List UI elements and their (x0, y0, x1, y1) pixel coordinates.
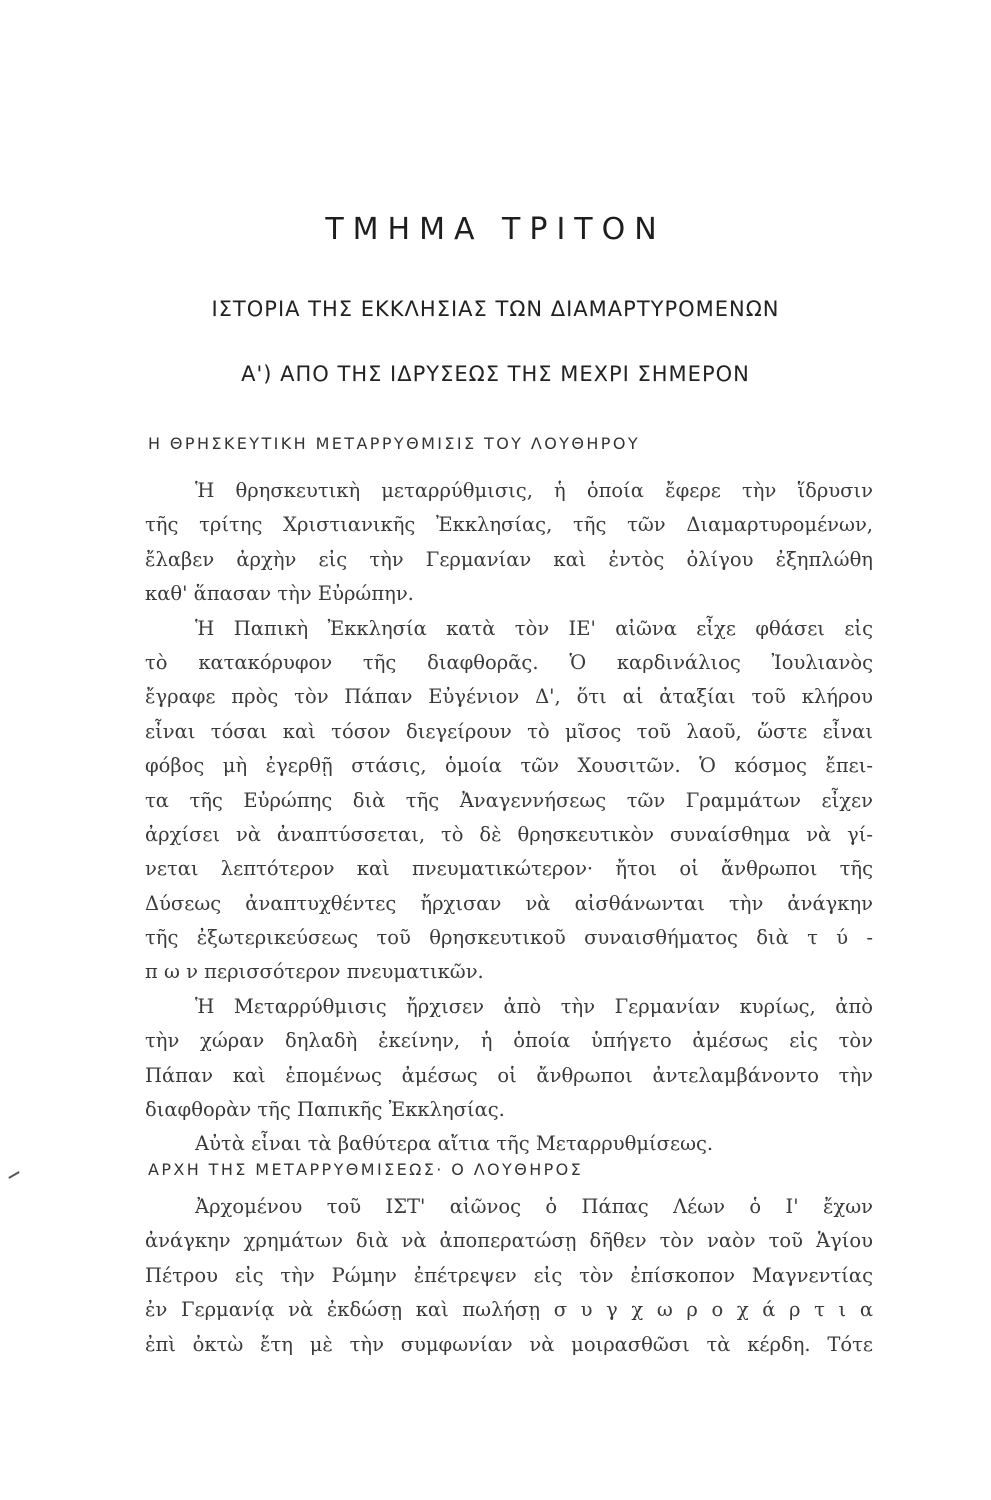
text-line: τῆς ἐξωτερικεύσεως τοῦ θρησκευτικοῦ συναισθήματος διὰ τ ύ - (145, 926, 873, 950)
section-heading-luther: ΑΡΧΗ ΤΗΣ ΜΕΤΑΡΡΥΘΜΙΣΕΩΣ· Ο ΛΟΥΘΗΡΟΣ (148, 1160, 584, 1179)
text-line: Ἡ Μεταρρύθμισις ἤρχισεν ἀπὸ τὴν Γερμανίαν κυρίως, ἀπὸ (195, 994, 873, 1018)
text-line: ἔλαβεν ἀρχὴν εἰς τὴν Γερμανίαν καὶ ἐντὸς ὀλίγου ἐξηπλώθη (145, 547, 873, 571)
text-line: φόβος μὴ ἐγερθῇ στάσις, ὁμοία τῶν Χουσιτῶν. Ὁ κόσμος ἔπει- (145, 754, 873, 778)
text-line: π ω ν περισσότερον πνευματικῶν. (145, 960, 484, 984)
text-line: Ἡ Παπικὴ Ἐκκλησία κατὰ τὸν ΙΕ' αἰῶνα εἶχε φθάσει εἰς (195, 616, 873, 640)
text-line: ἀνάγκην χρημάτων διὰ νὰ ἀποπερατώσῃ δῆθεν τὸν ναὸν τοῦ Ἁγίου (145, 1229, 873, 1253)
text-line: ἐν Γερμανίᾳ νὰ ἐκδώσῃ καὶ πωλήσῃ σ υ γ χ ω ρ ο χ ά ρ τ ι α (145, 1298, 873, 1322)
text-line: ἐπὶ ὀκτὼ ἔτη μὲ τὴν συμφωνίαν νὰ μοιρασθῶσι τὰ κέρδη. Τότε (145, 1332, 873, 1356)
text-line: Ἀρχομένου τοῦ ΙΣΤ' αἰῶνος ὁ Πάπας Λέων ὁ Ι' ἔχων (195, 1195, 873, 1218)
text-line: διαφθορὰν τῆς Παπικῆς Ἐκκλησίας. (145, 1098, 505, 1122)
section-heading-reformation: Η ΘΡΗΣΚΕΥΤΙΚΗ ΜΕΤΑΡΡΥΘΜΙΣΙΣ ΤΟΥ ΛΟΥΘΗΡΟΥ (148, 434, 640, 453)
margin-pen-mark (8, 1171, 19, 1179)
text-line: καθ' ἅπασαν τὴν Εὐρώπην. (145, 582, 414, 606)
text-line: Αὐτὰ εἶναι τὰ βαθύτερα αἴτια τῆς Μεταρρυθμίσεως. (195, 1132, 714, 1156)
section-body-luther (145, 1190, 873, 1362)
part-title: ΤΜΗΜΑ ΤΡΙΤΟΝ (325, 212, 666, 247)
text-line: τὴν χώραν δηλαδὴ ἐκείνην, ἡ ὁποία ὑπήγετο ἀμέσως εἰς τὸν (145, 1029, 873, 1053)
text-line: εἶναι τόσαι καὶ τόσον διεγείρουν τὸ μῖσος τοῦ λαοῦ, ὥστε εἶναι (145, 719, 873, 743)
chapter-title: ΙΣΤΟΡΙΑ ΤΗΣ ΕΚΚΛΗΣΙΑΣ ΤΩΝ ΔΙΑΜΑΡΤΥΡΟΜΕΝΩΝ (211, 297, 780, 321)
text-line: τα τῆς Εὐρώπης διὰ τῆς Ἀναγεννήσεως τῶν Γραμμάτων εἶχεν (145, 788, 873, 812)
text-line: νεται λεπτότερον καὶ πνευματικώτερον· ἤτοι οἱ ἄνθρωποι τῆς (145, 857, 873, 881)
text-line: Πέτρου εἰς τὴν Ρώμην ἐπέτρεψεν εἰς τὸν ἐπίσκοπον Μαγνεντίας (145, 1263, 873, 1287)
text-line: ἔγραφε πρὸς τὸν Πάπαν Εὐγένιον Δ', ὅτι αἱ ἀταξίαι τοῦ κλήρου (145, 685, 873, 709)
section-body-reformation (145, 474, 873, 1162)
text-line: τὸ κατακόρυφον τῆς διαφθορᾶς. Ὁ καρδινάλιος Ἰουλιανὸς (145, 650, 873, 674)
text-line: τῆς τρίτης Χριστιανικῆς Ἐκκλησίας, τῆς τῶν Διαμαρτυρομένων, (145, 513, 873, 537)
text-line: ἀρχίσει νὰ ἀναπτύσσεται, τὸ δὲ θρησκευτικὸν συναίσθημα νὰ γί- (145, 822, 873, 846)
text-line: Δύσεως ἀναπτυχθέντες ἤρχισαν νὰ αἰσθάνωνται τὴν ἀνάγκην (145, 891, 873, 915)
chapter-subtitle: Α') ΑΠΟ ΤΗΣ ΙΔΡΥΣΕΩΣ ΤΗΣ ΜΕΧΡΙ ΣΗΜΕΡΟΝ (241, 362, 750, 386)
text-line: Πάπαν καὶ ἑπομένως ἀμέσως οἱ ἄνθρωποι ἀντελαμβάνοντο τὴν (145, 1063, 873, 1087)
text-line: Ἡ θρησκευτικὴ μεταρρύθμισις, ἡ ὁποία ἔφερε τὴν ἵδρυσιν (195, 479, 873, 502)
